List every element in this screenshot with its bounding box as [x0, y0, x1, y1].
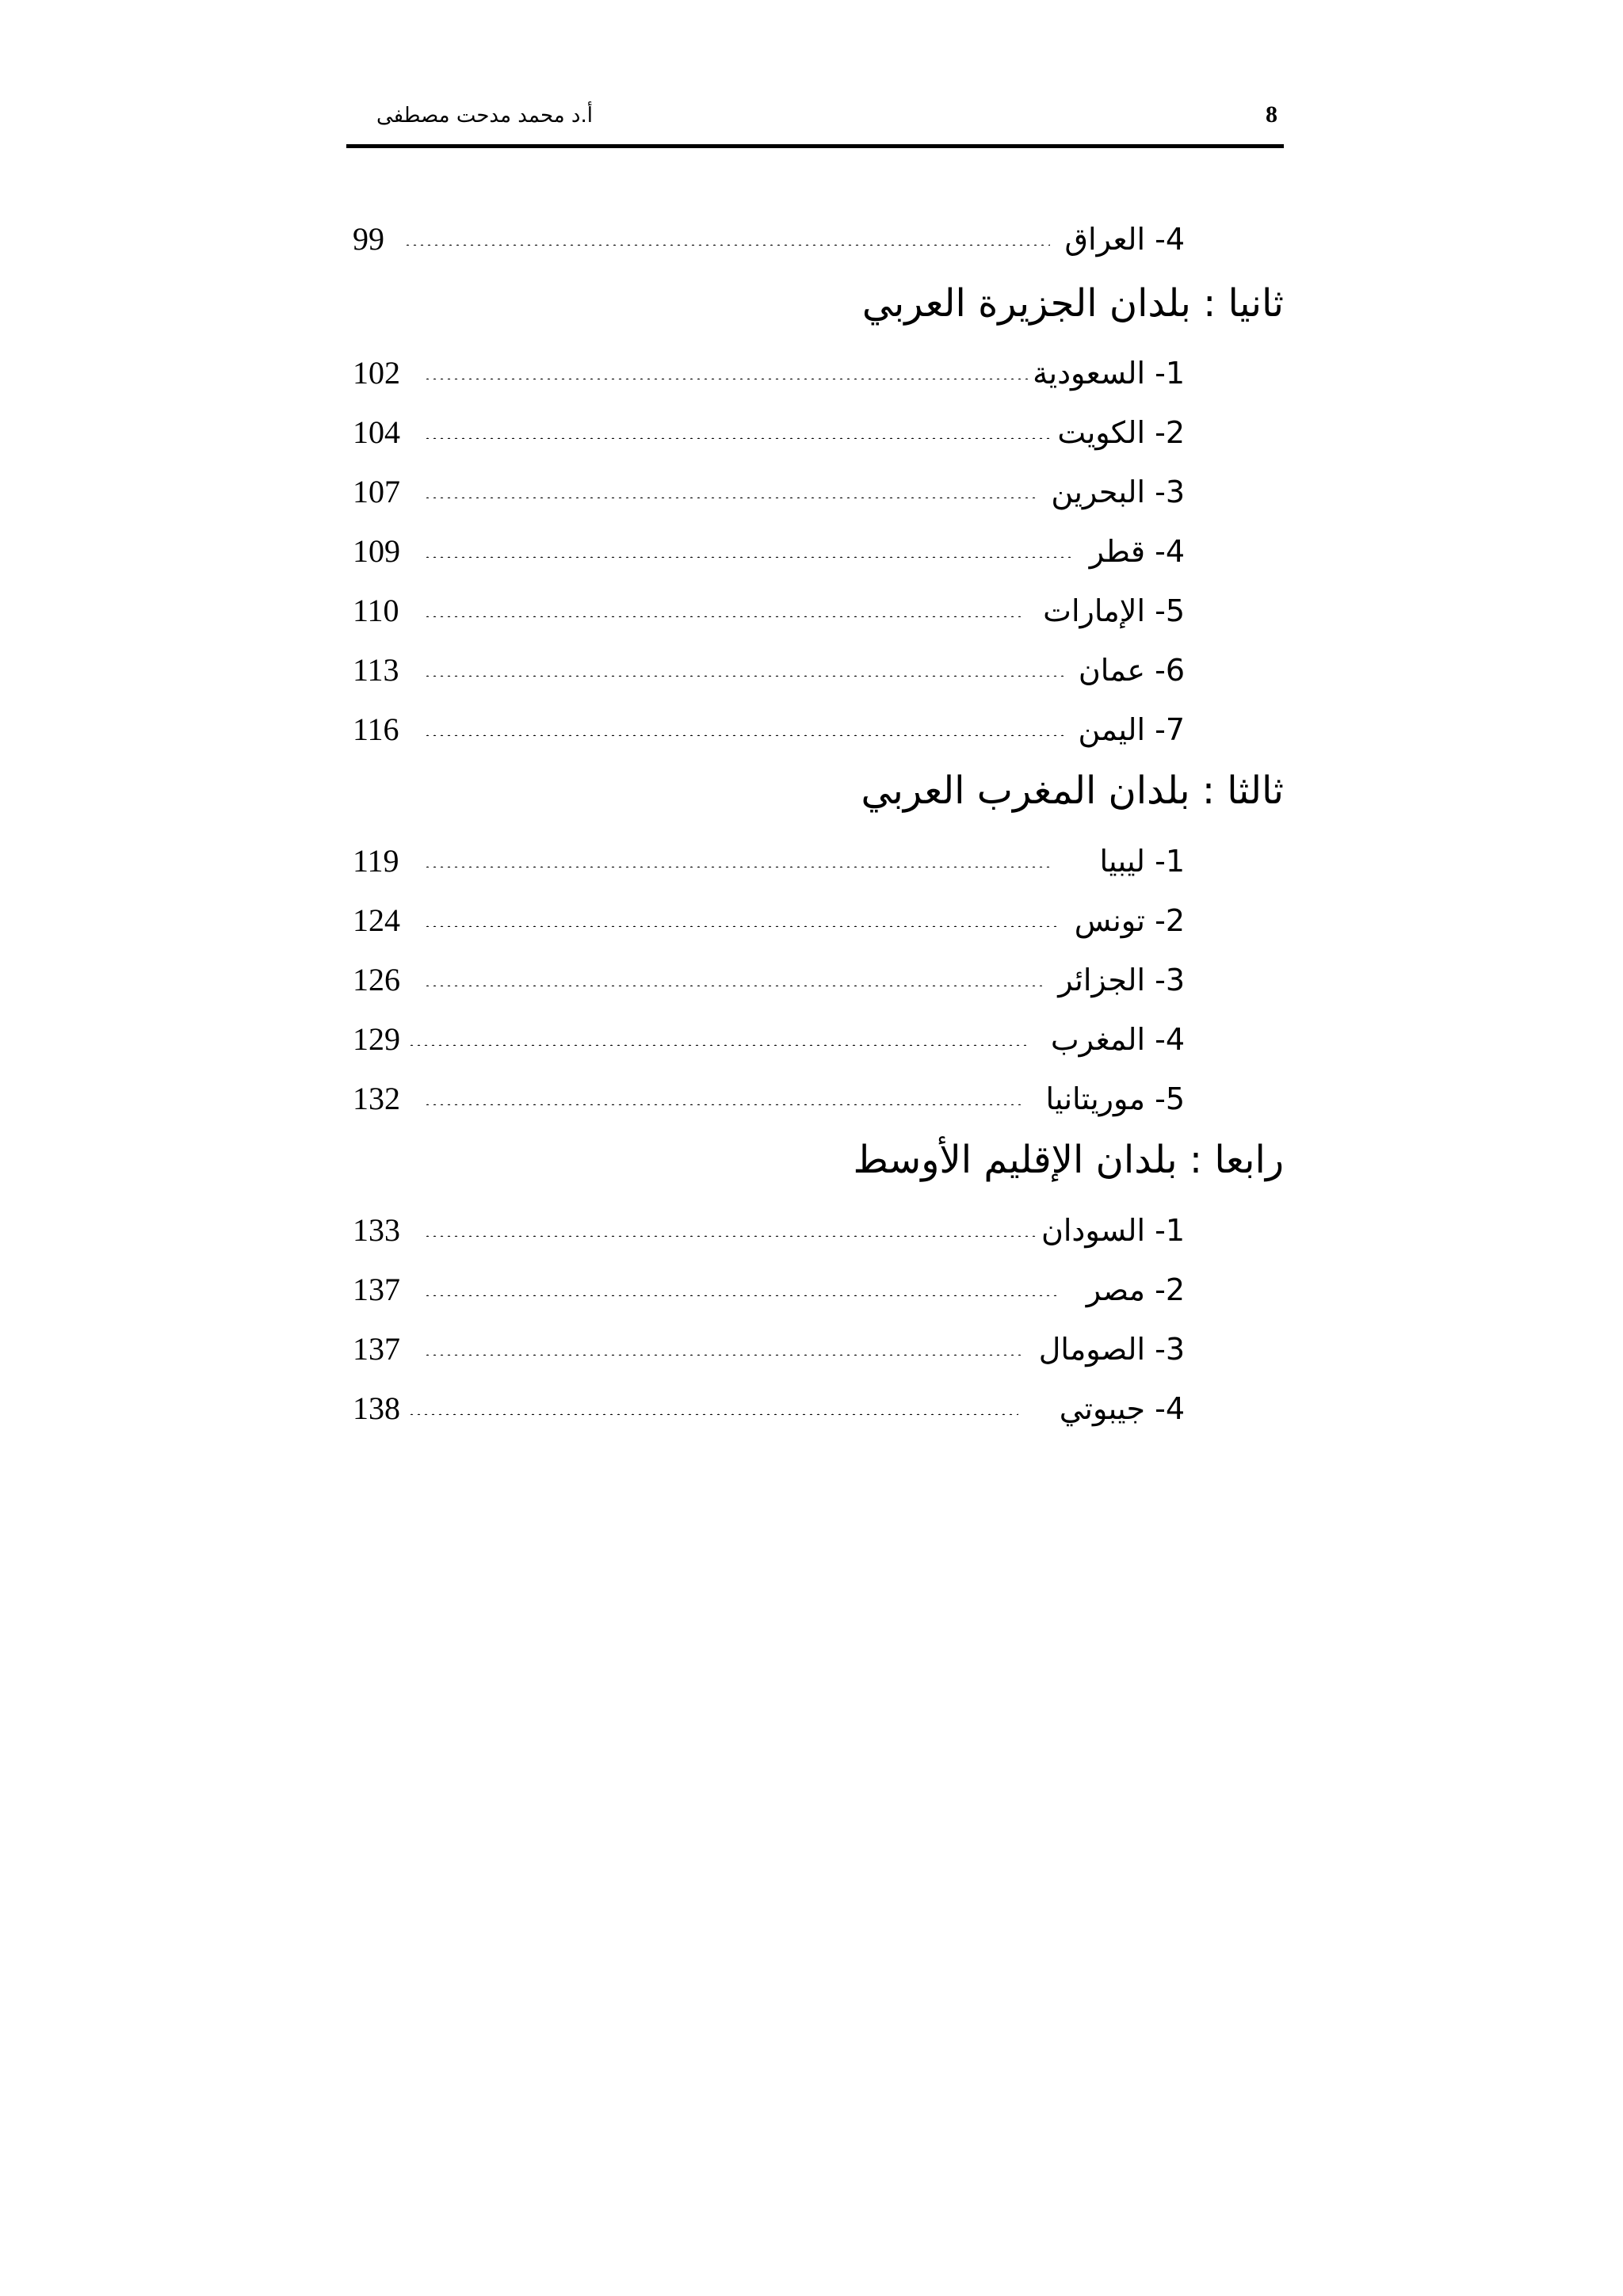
section-heading: ثالثا : بلدان المغرب العربي	[861, 769, 1284, 813]
toc-entry	[353, 1207, 1284, 1254]
toc-entry	[353, 409, 1284, 456]
toc-label: 2- مصر	[1086, 1272, 1185, 1307]
toc-page-number: 129	[353, 1021, 400, 1057]
dot-leader	[424, 376, 1028, 379]
toc-label: 2- الكويت	[1057, 415, 1185, 450]
dot-leader	[424, 614, 1022, 617]
toc-entry	[353, 349, 1284, 397]
toc-page-number: 137	[353, 1331, 400, 1367]
section-heading: رابعا : بلدان الإقليم الأوسط	[853, 1138, 1284, 1182]
dot-leader	[408, 1043, 1026, 1046]
toc-entry	[353, 837, 1284, 885]
dot-leader	[408, 1412, 1018, 1415]
toc-label: 1- السعودية	[1033, 356, 1185, 391]
toc-label: 6- عمان	[1078, 653, 1185, 688]
toc-page-number: 126	[353, 962, 400, 997]
toc-entry	[353, 1385, 1284, 1432]
dot-leader	[424, 436, 1050, 439]
toc-page-number: 119	[353, 843, 399, 879]
dot-leader	[424, 1352, 1022, 1356]
toc-label: 3- الصومال	[1038, 1332, 1185, 1367]
toc-page-number: 109	[353, 533, 400, 569]
toc-entry	[353, 646, 1284, 694]
toc-entry	[353, 1325, 1284, 1373]
toc-label: 7- اليمن	[1078, 712, 1185, 747]
author-name: أ.د محمد مدحت مصطفى	[376, 104, 593, 128]
toc-label: 4- قطر	[1089, 534, 1185, 569]
section-heading: ثانيا : بلدان الجزيرة العربي	[861, 281, 1284, 326]
dot-leader	[424, 495, 1036, 498]
toc-page-number: 107	[353, 474, 400, 509]
toc-label: 3- البحرين	[1051, 475, 1185, 509]
toc-entry	[353, 528, 1284, 575]
toc-entry	[353, 1016, 1284, 1063]
dot-leader	[424, 555, 1074, 558]
toc-entry	[353, 587, 1284, 635]
toc-page-number: 116	[353, 711, 399, 747]
dot-leader	[404, 242, 1050, 246]
toc-label: 5- موريتانيا	[1045, 1081, 1185, 1116]
toc-label: 4- العراق	[1064, 222, 1185, 257]
toc-label: 3- الجزائر	[1058, 963, 1185, 997]
toc-page-number: 102	[353, 355, 400, 391]
dot-leader	[424, 864, 1052, 868]
page-number: 8	[1266, 101, 1277, 128]
toc-page-number: 110	[353, 593, 399, 628]
dot-leader	[424, 924, 1058, 927]
dot-leader	[424, 1102, 1024, 1105]
toc-page-number: 99	[353, 221, 384, 257]
toc-entry	[353, 956, 1284, 1004]
toc-label: 4- المغرب	[1050, 1022, 1185, 1057]
toc-entry	[353, 1266, 1284, 1314]
toc-page-number: 113	[353, 652, 399, 688]
dot-leader	[424, 1234, 1038, 1237]
toc-label: 4- جيبوتي	[1059, 1391, 1185, 1426]
toc-page-number: 133	[353, 1212, 400, 1248]
header-rule	[346, 144, 1284, 148]
toc-entry	[353, 897, 1284, 944]
dot-leader	[424, 733, 1067, 736]
toc-page-number: 138	[353, 1390, 400, 1426]
toc-label: 1- ليبيا	[1099, 844, 1185, 879]
dot-leader	[424, 1293, 1058, 1296]
toc-page-number: 132	[353, 1081, 400, 1116]
dot-leader	[424, 673, 1067, 677]
toc-page-number: 124	[353, 902, 400, 938]
toc-label: 5- الإمارات	[1043, 593, 1185, 628]
toc-label: 1- السودان	[1041, 1213, 1185, 1248]
toc-page-number: 104	[353, 414, 400, 450]
toc-page-number: 137	[353, 1272, 400, 1307]
toc-entry	[353, 215, 1284, 263]
toc-label: 2- تونس	[1074, 903, 1185, 938]
dot-leader	[424, 983, 1042, 986]
toc-entry	[353, 1075, 1284, 1123]
toc-entry	[353, 468, 1284, 516]
toc-entry	[353, 706, 1284, 753]
